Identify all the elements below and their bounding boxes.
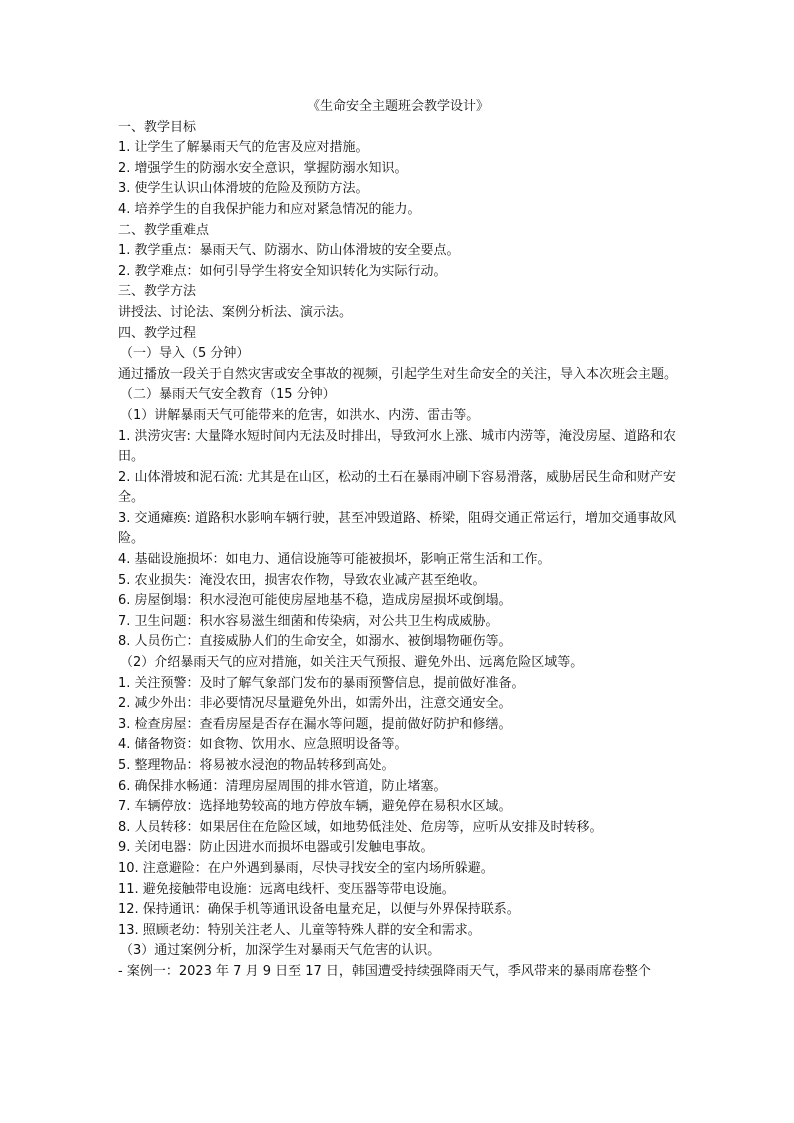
hazard-item-5: 5. 农业损失：淹没农田，损害农作物，导致农业减产甚至绝收。 (118, 572, 486, 588)
document-page (118, 97, 678, 983)
objective-item-2: 2. 增强学生的防溺水安全意识，掌握防溺水知识。 (118, 160, 408, 176)
objective-item-1: 1. 让学生了解暴雨天气的危害及应对措施。 (118, 140, 369, 156)
objective-item-4: 4. 培养学生的自我保护能力和应对紧急情况的能力。 (118, 201, 421, 217)
hazard-item-6: 6. 房屋倒塌：积水浸泡可能使房屋地基不稳，造成房屋损坏或倒塌。 (118, 593, 512, 609)
measure-item-12: 12. 保持通讯：确保手机等通讯设备电量充足，以便与外界保持联系。 (118, 902, 520, 918)
subsection-intro-heading: （一）导入（5 分钟） (120, 346, 250, 362)
document-title: 《生命安全主题班会教学设计》 (306, 99, 489, 114)
measure-item-10: 10. 注意避险：在户外遇到暴雨，尽快寻找安全的室内场所躲避。 (118, 860, 494, 876)
hazard-item-7: 7. 卫生问题：积水容易滋生细菌和传染病，对公共卫生构成威胁。 (118, 613, 499, 629)
case-item-1: - 案例一：2023 年 7 月 9 日至 17 日，韩国遭受持续强降雨天气，季风带来的暴雨席卷整个 (118, 963, 651, 979)
section-heading-objectives: 一、教学目标 (118, 119, 197, 135)
hazard-item-2: 2. 山体滑坡和泥石流: 尤其是在山区，松动的土石在暴雨冲刷下容易滑落，威胁居民生命和财产安全。 (118, 469, 677, 506)
measure-item-7: 7. 车辆停放：选择地势较高的地方停放车辆，避免停在易积水区域。 (118, 799, 512, 815)
measure-item-13: 13. 照顾老幼：特别关注老人、儿童等特殊人群的安全和需求。 (118, 922, 481, 938)
subsection-rainstorm-heading: （二）暴雨天气安全教育（15 分钟） (120, 387, 336, 403)
measure-item-8: 8. 人员转移：如果居住在危险区域，如地势低洼处、危房等，应听从安排及时转移。 (118, 819, 603, 835)
rainstorm-hazards-heading: （1）讲解暴雨天气可能带来的危害，如洪水、内涝、雷击等。 (120, 407, 480, 423)
objective-item-3: 3. 使学生认识山体滑坡的危险及预防方法。 (118, 181, 369, 197)
measure-item-3: 3. 检查房屋：查看房屋是否存在漏水等问题，提前做好防护和修缮。 (118, 716, 512, 732)
measure-item-11: 11. 避免接触带电设施：远离电线杆、变压器等带电设施。 (118, 881, 455, 897)
section-heading-key-points: 二、教学重难点 (118, 222, 210, 238)
hazard-item-1: 1. 洪涝灾害: 大量降水短时间内无法及时排出，导致河水上涨、城市内涝等，淹没房屋、道路和农田。 (118, 428, 677, 465)
hazard-item-3: 3. 交通瘫痪: 道路积水影响车辆行驶，甚至冲毁道路、桥梁，阻碍交通正常运行，增加交通事故风险。 (118, 510, 677, 547)
intro-paragraph: 通过播放一段关于自然灾害或安全事故的视频，引起学生对生命安全的关注，导入本次班会主题。 (118, 366, 678, 382)
section-heading-process: 四、教学过程 (118, 325, 197, 341)
measure-item-4: 4. 储备物资：如食物、饮用水、应急照明设备等。 (118, 737, 408, 753)
measure-item-2: 2. 减少外出：非必要情况尽量避免外出，如需外出，注意交通安全。 (118, 696, 512, 712)
methods-text: 讲授法、讨论法、案例分析法、演示法。 (118, 304, 353, 320)
measure-item-9: 9. 关闭电器：防止因进水而损坏电器或引发触电事故。 (118, 840, 434, 856)
measure-item-5: 5. 整理物品：将易被水浸泡的物品转移到高处。 (118, 758, 395, 773)
key-point-item-1: 1. 教学重点：暴雨天气、防溺水、防山体滑坡的安全要点。 (118, 243, 460, 259)
section-heading-methods: 三、教学方法 (118, 284, 197, 300)
rainstorm-measures-heading: （2）介绍暴雨天气的应对措施，如关注天气预报、避免外出、远离危险区域等。 (120, 655, 584, 671)
measure-item-6: 6. 确保排水畅通：清理房屋周围的排水管道，防止堵塞。 (118, 778, 447, 794)
hazard-item-4: 4. 基础设施损坏：如电力、通信设施等可能被损坏，影响正常生活和工作。 (118, 552, 551, 568)
hazard-item-8: 8. 人员伤亡：直接威胁人们的生命安全，如溺水、被倒塌物砸伤等。 (118, 634, 512, 650)
measure-item-1: 1. 关注预警：及时了解气象部门发布的暴雨预警信息，提前做好准备。 (118, 675, 525, 691)
case-analysis-heading: （3）通过案例分析，加深学生对暴雨天气危害的认识。 (120, 943, 441, 959)
key-point-item-2: 2. 教学难点：如何引导学生将安全知识转化为实际行动。 (118, 263, 447, 279)
